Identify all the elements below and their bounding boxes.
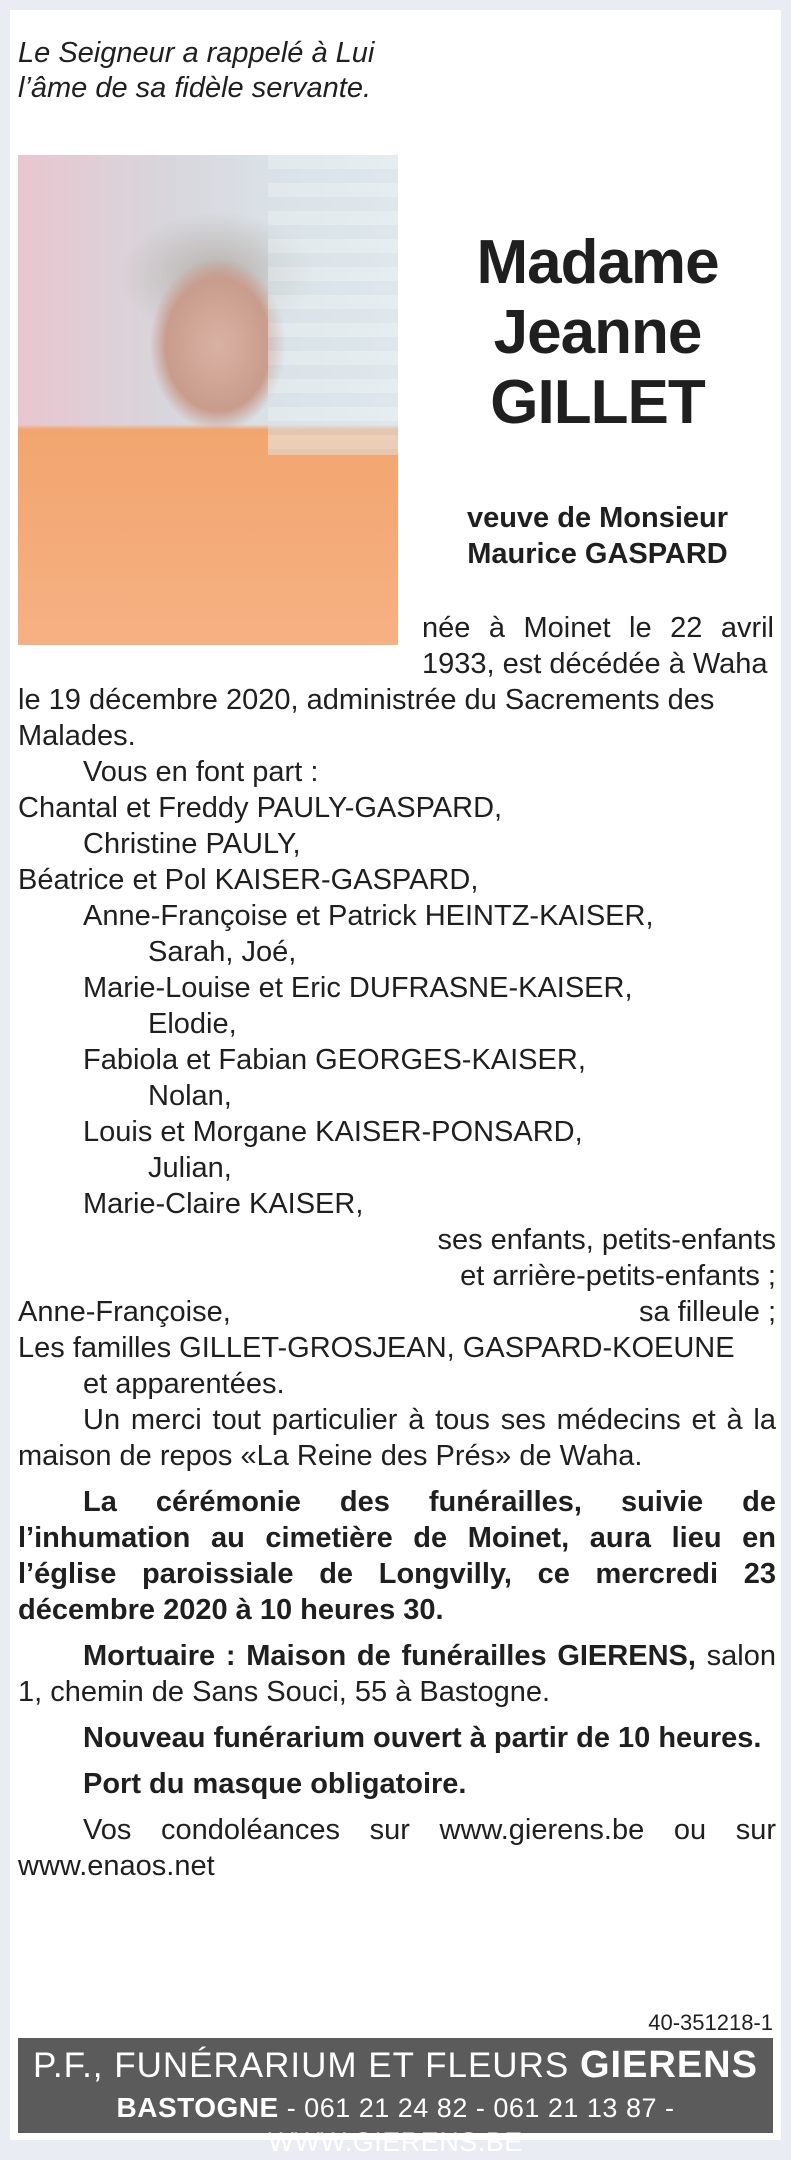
mortuary-paragraph [18,1638,776,1710]
intro-line: l’âme de sa fidèle servante. [18,72,372,104]
widow-of [420,500,775,572]
family-member: Christine PAULY, [83,828,301,860]
birth-death-text: née à Moinet le 22 avril 1933, est décédée à Waha [422,612,774,680]
notice-body [18,682,776,1884]
intro-line: Le Seigneur a rappelé à Lui [18,37,375,69]
banner-brand: GIERENS [579,2044,758,2086]
godchild-name: Anne-Françoise, [18,1296,231,1328]
banner-line-2 [18,2091,773,2159]
descendants-line: et arrière-petits-enfants ; [460,1260,776,1292]
family-member: Julian, [148,1152,232,1184]
mask-note: Port du masque obligatoire. [83,1768,467,1800]
families-line: Les familles GILLET-GROSJEAN, GASPARD-KOEUNE [18,1332,735,1364]
banner-prefix: P.F., FUNÉRARIUM ET FLEURS [33,2046,570,2085]
obituary-notice [10,10,781,2157]
reference-number: 40-351218-1 [648,2010,773,2035]
name-title: Madame [476,228,719,297]
thanks-paragraph: Un merci tout particulier à tous ses médecins et à la maison de repos «La Reine des Prés» de Waha. [18,1404,776,1472]
family-list [18,790,776,1222]
family-member: Anne-Françoise et Patrick HEINTZ-KAISER, [83,900,654,932]
ceremony-paragraph: La cérémonie des funérailles, suivie de l’inhumation au cimetière de Moinet, aura lieu en l’église paroissiale de Longvilly, ce mercredi 23 décembre 2020 à 10 heures 30. [18,1486,776,1626]
intro-verse [18,36,374,106]
deceased-name [420,228,775,438]
banner-line-1 [18,2038,773,2091]
banner-contact: - 061 21 24 82 - 061 21 13 87 - WWW.GIERENS.BE [268,2093,675,2157]
family-member: Louis et Morgane KAISER-PONSARD, [83,1116,583,1148]
family-member: Béatrice et Pol KAISER-GASPARD, [18,864,479,896]
mortuary-label: Mortuaire : Maison de funérailles GIERENS, [83,1640,696,1672]
families-cont: et apparentées. [83,1368,285,1400]
family-member: Chantal et Freddy PAULY-GASPARD, [18,792,503,824]
family-member: Fabiola et Fabian GEORGES-KAISER, [83,1044,586,1076]
mortuary-address: salon 1, chemin de Sans Souci, 55 à Bastogne. [18,1640,776,1708]
widow-line: Maurice GASPARD [467,538,728,570]
family-member: Sarah, Joé, [148,936,297,968]
descendants-line: ses enfants, petits-enfants [437,1224,776,1256]
banner-city: BASTOGNE [116,2092,279,2123]
family-member: Marie-Louise et Eric DUFRASNE-KAISER, [83,972,633,1004]
family-member: Elodie, [148,1008,237,1040]
funerarium-note: Nouveau funérarium ouvert à partir de 10 heures. [83,1722,762,1754]
godchild-row [18,1294,776,1330]
death-details: le 19 décembre 2020, administrée du Sacrements des Malades. [18,684,715,752]
announce-line: Vous en font part : [83,756,319,788]
name-last: GILLET [490,368,705,437]
family-member: Marie-Claire KAISER, [83,1188,364,1220]
name-first: Jeanne [493,298,702,367]
portrait-photo [18,155,398,645]
widow-line: veuve de Monsieur [466,502,729,534]
condolences-paragraph: Vos condoléances sur www.gierens.be ou sur www.enaos.net [18,1814,776,1882]
family-member: Nolan, [148,1080,232,1112]
godchild-role: sa filleule ; [638,1296,776,1328]
funeral-home-banner [18,2038,773,2157]
